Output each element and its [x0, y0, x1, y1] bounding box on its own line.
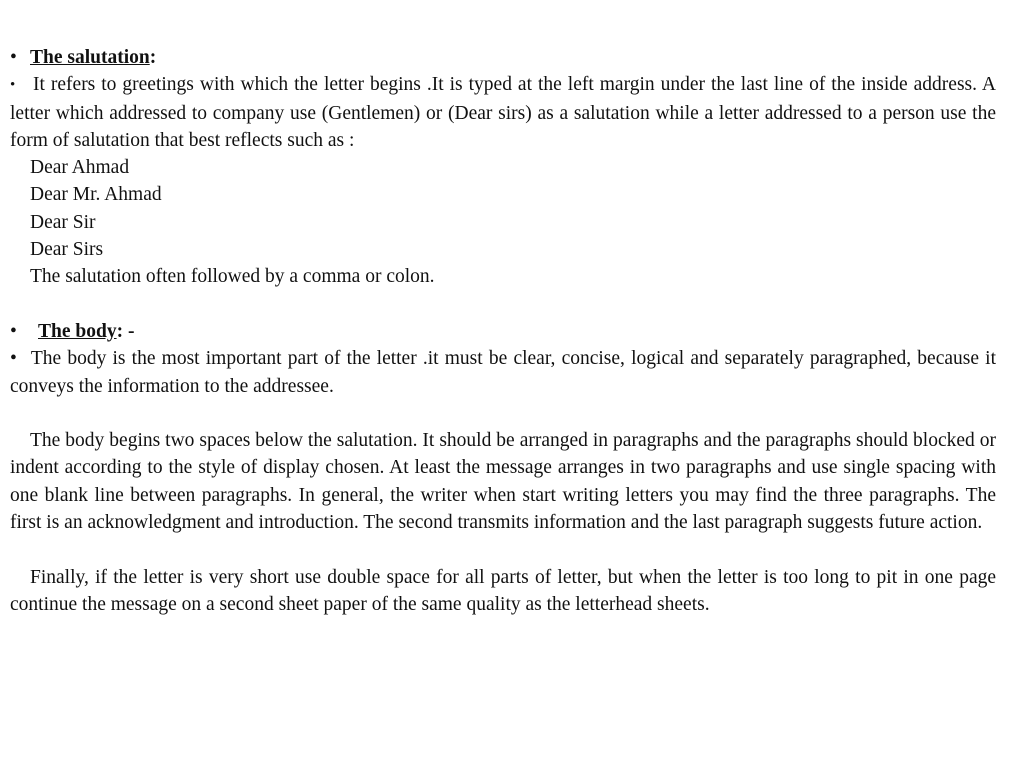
- body-paragraph-3-text: Finally, if the letter is very short use double space for all parts of letter, but when the letter is too long to pit in one page continue the message on a second sheet paper of the same quality as the letterhead sheets.: [10, 566, 996, 615]
- body-paragraph-2-text: The body begins two spaces below the salutation. It should be arranged in paragraphs and the paragraphs should blocked or indent according to the style of display chosen. At least the message arranges in two paragraphs and use single spacing with one blank line between paragraphs. In general, the writer when start writing letters you may find the three paragraphs. The first is an acknowledgment and introduction. The second transmits information and the last paragraph suggests future action.: [10, 430, 996, 534]
- salutation-heading: The salutation: [30, 47, 150, 68]
- bullet-icon: •: [10, 47, 17, 68]
- body-paragraph: The body is the most important part of the letter .it must be clear, concise, logical and separately paragraphed, because it conveys the information to the addressee.: [10, 348, 996, 397]
- spacer: [10, 400, 996, 427]
- body-paragraph-3: [10, 564, 996, 619]
- body-heading-line: [10, 318, 996, 345]
- salutation-heading-colon: :: [149, 47, 157, 68]
- bullet-icon: •: [10, 77, 16, 94]
- salutation-note: The salutation often followed by a comma or colon.: [30, 266, 435, 288]
- bullet-icon: •: [10, 320, 17, 342]
- spacer: [10, 536, 996, 563]
- body-heading: The body: [38, 320, 117, 342]
- salutation-example: Dear Sirs: [30, 239, 104, 261]
- salutation-heading-line: [10, 44, 996, 71]
- salutation-paragraph: It refers to greetings with which the letter begins .It is typed at the left margin under the last line of the inside address. A letter which addressed to company use (Gentlemen) or (Dear sirs) as a salutation while a letter addressed to a person use the form of salutation that best reflects such as :: [10, 74, 996, 151]
- salutation-example: Dear Ahmad: [30, 157, 130, 179]
- body-paragraph-block: [10, 345, 996, 400]
- salutation-example: Dear Mr. Ahmad: [30, 184, 162, 206]
- body-paragraph-2: [10, 427, 996, 536]
- salutation-example: Dear Sir: [30, 211, 96, 233]
- bullet-icon: •: [10, 348, 17, 370]
- document-page: [10, 44, 996, 618]
- salutation-paragraph-block: [10, 71, 996, 154]
- body-heading-punct: : -: [116, 320, 135, 342]
- spacer: [10, 291, 996, 318]
